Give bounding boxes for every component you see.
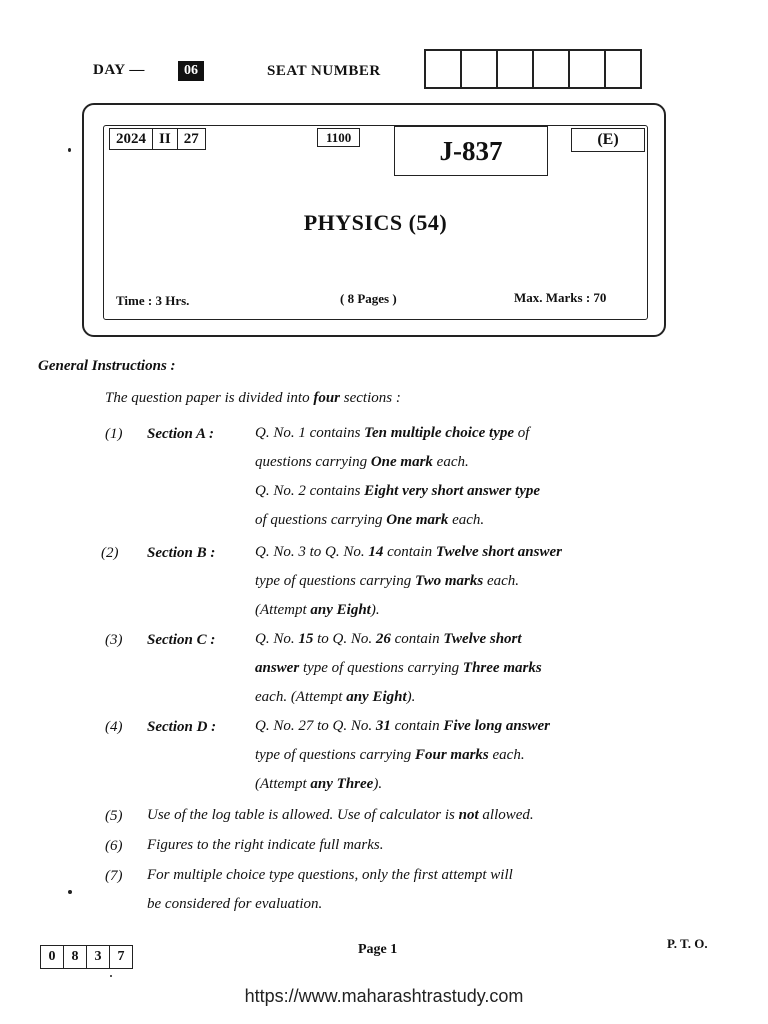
section-b-text: Q. No. 3 to Q. No. 14 contain Twelve short answer type of questions carrying Two marks each. (Attempt any Eight). xyxy=(255,544,562,618)
subject-title: PHYSICS (54) xyxy=(303,210,448,235)
code-term: II xyxy=(153,129,178,149)
pto-label: P. T. O. xyxy=(667,936,708,951)
section-label: Section D : xyxy=(147,719,217,735)
seat-box[interactable] xyxy=(462,51,498,87)
section-label: Section B : xyxy=(147,545,216,561)
item-number: (2) xyxy=(101,545,119,561)
seat-number-boxes[interactable] xyxy=(424,49,642,89)
code-digit: 8 xyxy=(64,946,87,968)
code-digit: 0 xyxy=(41,946,64,968)
page-number: Page 1 xyxy=(358,942,398,957)
seat-box[interactable] xyxy=(606,51,640,87)
stray-mark xyxy=(68,148,71,152)
instructions-heading: General Instructions : xyxy=(38,358,176,374)
code-digit: 3 xyxy=(87,946,110,968)
stray-mark xyxy=(68,890,72,894)
seat-box[interactable] xyxy=(570,51,606,87)
section-d-text: Q. No. 27 to Q. No. 31 contain Five long answer type of questions carrying Four marks each. (Attempt any Three). xyxy=(255,718,551,792)
item-number: (4) xyxy=(105,719,123,735)
instructions-intro: The question paper is divided into four sections : xyxy=(105,390,401,406)
seat-box[interactable] xyxy=(426,51,462,87)
code-year: 2024 xyxy=(110,129,153,149)
instruction-log-table: Use of the log table is allowed. Use of calculator is not allowed. xyxy=(147,807,534,823)
paper-code: J-837 xyxy=(394,126,548,176)
seat-box[interactable] xyxy=(534,51,570,87)
footer-code-boxes xyxy=(40,945,133,969)
source-url: https://www.maharashtrastudy.com xyxy=(244,986,524,1006)
item-number: (3) xyxy=(105,632,123,648)
instruction-full-marks: Figures to the right indicate full marks. xyxy=(147,837,384,853)
item-number: (1) xyxy=(105,426,123,442)
item-number: (6) xyxy=(105,838,123,854)
seat-number-label: SEAT NUMBER xyxy=(267,63,381,79)
code-1100: 1100 xyxy=(317,128,360,147)
day-label: DAY — xyxy=(93,62,145,78)
time-allowed: Time : 3 Hrs. xyxy=(116,293,190,308)
section-label: Section C : xyxy=(147,632,216,648)
stray-mark xyxy=(110,975,112,977)
section-c-text: Q. No. 15 to Q. No. 26 contain Twelve short answer type of questions carrying Three marks each. (Attempt any Eight). xyxy=(255,631,542,705)
code-digit: 7 xyxy=(117,949,125,964)
exam-code-boxes xyxy=(109,128,206,150)
seat-box[interactable] xyxy=(498,51,534,87)
item-number: (7) xyxy=(105,868,123,884)
max-marks: Max. Marks : 70 xyxy=(514,290,607,305)
item-number: (5) xyxy=(105,808,123,824)
page-count: ( 8 Pages ) xyxy=(340,291,397,306)
code-number: 27 xyxy=(183,131,199,147)
instruction-mcq-attempt: For multiple choice type questions, only the first attempt will be considered for evaluation. xyxy=(147,867,513,912)
section-a-text: Q. No. 1 contains Ten multiple choice type of questions carrying One mark each. Q. No. 2 contains Eight very short answer type of questions carrying One mark each. xyxy=(255,425,541,528)
day-value: 06 xyxy=(178,61,204,81)
medium-code: (E) xyxy=(571,128,645,152)
section-label: Section A : xyxy=(147,426,214,442)
